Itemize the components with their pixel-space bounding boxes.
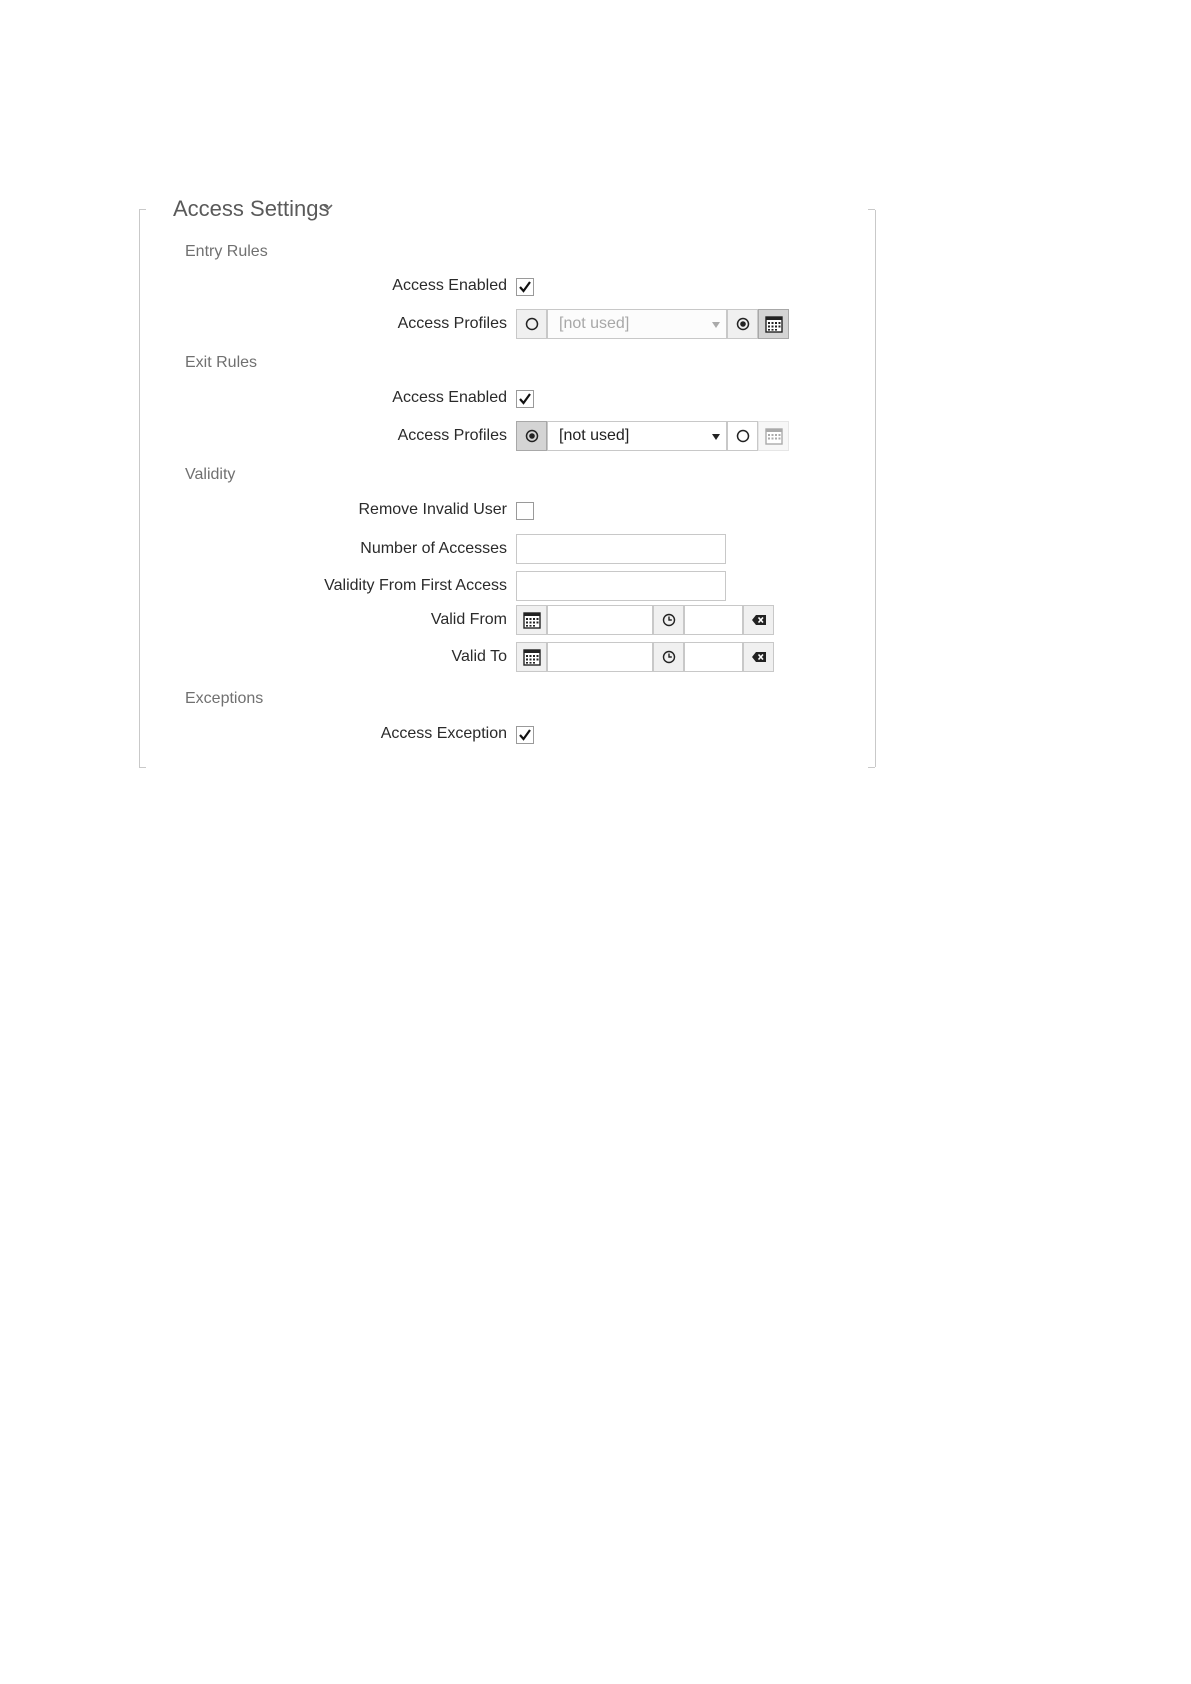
calendar-icon xyxy=(523,611,541,629)
access-exception-checkbox[interactable] xyxy=(516,726,534,744)
entry-calendar-button[interactable] xyxy=(758,309,789,339)
exit-calendar-radio[interactable] xyxy=(727,421,758,451)
valid-to-time-input[interactable] xyxy=(684,642,743,672)
backspace-clear-icon xyxy=(751,614,767,626)
panel-corner-top-left xyxy=(139,209,146,210)
caret-down-icon xyxy=(712,434,720,440)
radio-empty-icon xyxy=(525,317,539,331)
exit-access-profiles-value: [not used] xyxy=(559,427,630,444)
valid-to-label: Valid To xyxy=(451,648,507,665)
valid-from-label: Valid From xyxy=(430,611,507,628)
radio-empty-icon xyxy=(736,429,750,443)
panel-corner-bottom-right xyxy=(868,767,875,768)
entry-calendar-radio[interactable] xyxy=(727,309,758,339)
panel-title[interactable]: Access Settings xyxy=(173,196,330,221)
number-of-accesses-input[interactable] xyxy=(516,534,726,564)
validity-from-first-access-input[interactable] xyxy=(516,571,726,601)
panel-corner-bottom-left xyxy=(139,767,146,768)
radio-selected-icon xyxy=(525,429,539,443)
valid-to-calendar-button[interactable] xyxy=(516,642,547,672)
entry-access-profiles-select[interactable] xyxy=(547,309,727,339)
valid-from-date-input[interactable] xyxy=(547,605,653,635)
remove-invalid-user-label: Remove Invalid User xyxy=(358,501,507,518)
exit-access-profiles-select[interactable] xyxy=(547,421,727,451)
check-icon xyxy=(518,728,532,742)
section-exit-rules: Exit Rules xyxy=(185,354,258,371)
check-icon xyxy=(518,392,532,406)
access-exception-label: Access Exception xyxy=(380,725,507,742)
exit-profile-radio[interactable] xyxy=(516,421,547,451)
section-validity: Validity xyxy=(185,466,236,483)
exit-access-profiles-label: Access Profiles xyxy=(397,427,507,444)
exit-access-enabled-label: Access Enabled xyxy=(392,389,507,406)
valid-from-time-button[interactable] xyxy=(653,605,684,635)
calendar-icon xyxy=(765,427,783,445)
exit-calendar-button[interactable] xyxy=(758,421,789,451)
remove-invalid-user-checkbox[interactable] xyxy=(516,502,534,520)
entry-access-profiles-value: [not used] xyxy=(559,315,630,332)
clock-icon xyxy=(662,650,676,664)
backspace-clear-icon xyxy=(751,651,767,663)
calendar-icon xyxy=(523,648,541,666)
valid-from-clear-button[interactable] xyxy=(743,605,774,635)
section-entry-rules: Entry Rules xyxy=(185,243,268,260)
entry-profile-radio[interactable] xyxy=(516,309,547,339)
access-settings-panel xyxy=(139,210,876,767)
exit-access-enabled-checkbox[interactable] xyxy=(516,390,534,408)
valid-from-time-input[interactable] xyxy=(684,605,743,635)
panel-corner-top-right xyxy=(868,209,875,210)
valid-to-date-input[interactable] xyxy=(547,642,653,672)
chevron-down-icon[interactable] xyxy=(321,200,335,214)
valid-to-clear-button[interactable] xyxy=(743,642,774,672)
calendar-icon xyxy=(765,315,783,333)
section-exceptions: Exceptions xyxy=(185,690,264,707)
radio-selected-icon xyxy=(736,317,750,331)
entry-access-profiles-label: Access Profiles xyxy=(397,315,507,332)
number-of-accesses-label: Number of Accesses xyxy=(360,540,507,557)
clock-icon xyxy=(662,613,676,627)
valid-to-time-button[interactable] xyxy=(653,642,684,672)
validity-from-first-access-label: Validity From First Access xyxy=(324,577,507,594)
check-icon xyxy=(518,280,532,294)
entry-access-enabled-label: Access Enabled xyxy=(392,277,507,294)
caret-down-icon xyxy=(712,322,720,328)
valid-from-calendar-button[interactable] xyxy=(516,605,547,635)
entry-access-enabled-checkbox[interactable] xyxy=(516,278,534,296)
